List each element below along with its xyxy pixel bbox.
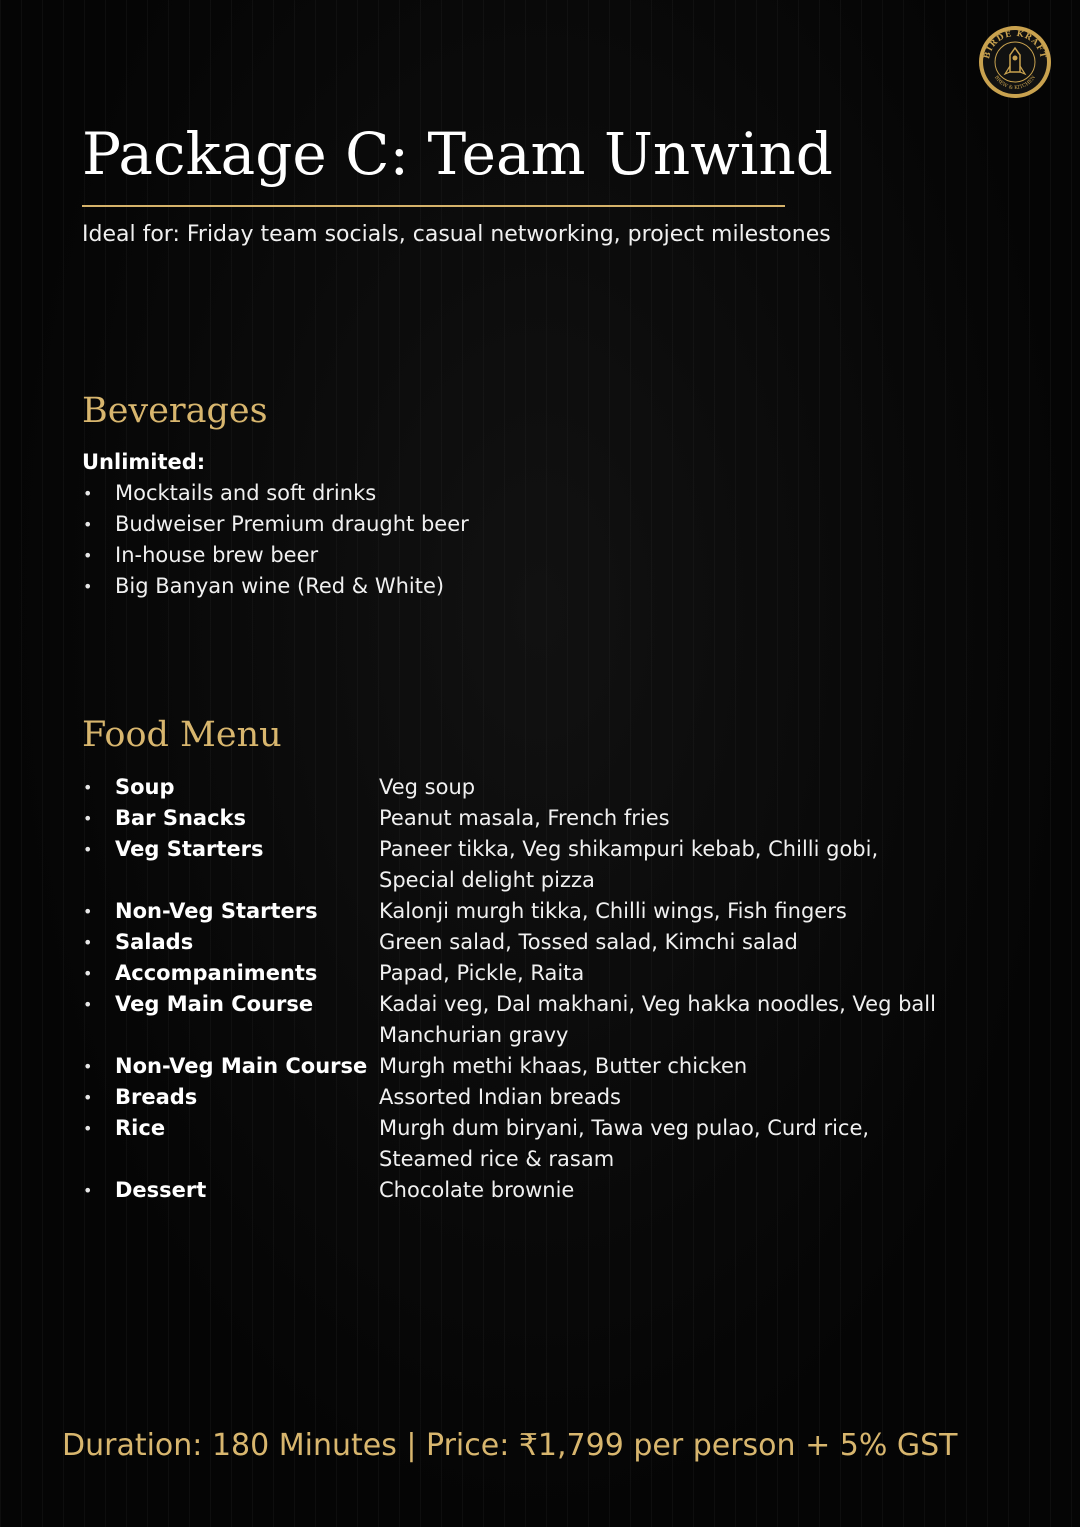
food-items: Peanut masala, French fries	[379, 806, 670, 830]
table-row	[82, 896, 1002, 927]
food-items: Paneer tikka, Veg shikampuri kebab, Chilli gobi, Special delight pizza	[379, 837, 879, 892]
table-row	[82, 1082, 1002, 1113]
bullet-icon: •	[83, 809, 93, 828]
list-item: • In-house brew beer	[82, 540, 469, 571]
food-category: Bar Snacks	[115, 806, 247, 830]
brand-logo	[977, 24, 1053, 100]
bullet-icon: •	[83, 933, 93, 952]
bullet-icon: •	[83, 1057, 93, 1076]
table-row	[82, 927, 1002, 958]
bullet-icon: •	[83, 1181, 93, 1200]
food-category: Veg Main Course	[115, 992, 314, 1016]
food-category: Non-Veg Main Course	[115, 1054, 368, 1078]
bullet-icon: •	[83, 778, 93, 797]
food-items: Papad, Pickle, Raita	[379, 961, 585, 985]
food-category: Dessert	[115, 1178, 207, 1202]
food-items: Veg soup	[379, 775, 476, 799]
bullet-icon: •	[83, 902, 93, 921]
bullet-icon: •	[83, 1088, 93, 1107]
table-row	[82, 1051, 1002, 1082]
bullet-icon: •	[83, 840, 93, 859]
package-subtitle: Ideal for: Friday team socials, casual networking, project milestones	[82, 222, 831, 247]
bullet-icon: •	[83, 1119, 93, 1138]
food-menu-heading: Food Menu	[82, 715, 282, 755]
table-row	[82, 772, 1002, 803]
food-items: Kalonji murgh tikka, Chilli wings, Fish fingers	[379, 899, 847, 923]
table-row	[82, 1113, 1002, 1175]
table-row	[82, 1175, 1002, 1206]
food-items: Chocolate brownie	[379, 1178, 575, 1202]
bullet-icon: •	[83, 964, 93, 983]
food-category: Breads	[115, 1085, 198, 1109]
bullet-icon: •	[83, 995, 93, 1014]
food-items: Murgh dum biryani, Tawa veg pulao, Curd rice, Steamed rice & rasam	[379, 1116, 870, 1171]
title-divider	[82, 205, 785, 207]
list-item: • Big Banyan wine (Red & White)	[82, 571, 469, 602]
logo-name: BIRDE KRAFT	[981, 27, 1049, 60]
bullet-icon: •	[83, 546, 93, 565]
food-menu-table	[82, 772, 1002, 1206]
food-category: Veg Starters	[115, 837, 264, 861]
duration-price-footer: Duration: 180 Minutes | Price: ₹1,799 per person + 5% GST	[62, 1428, 958, 1463]
beverages-heading: Beverages	[82, 391, 268, 431]
food-items: Kadai veg, Dal makhani, Veg hakka noodles, Veg ball Manchurian gravy	[379, 992, 936, 1047]
bullet-icon: •	[83, 484, 93, 503]
list-item: • Budweiser Premium draught beer	[82, 509, 469, 540]
food-items: Assorted Indian breads	[379, 1085, 621, 1109]
beverage-list	[82, 478, 469, 602]
food-items: Murgh methi khaas, Butter chicken	[379, 1054, 748, 1078]
table-row	[82, 989, 1002, 1051]
food-category: Accompaniments	[115, 961, 318, 985]
page-title: Package C: Team Unwind	[82, 120, 833, 188]
food-category: Salads	[115, 930, 194, 954]
list-item: • Mocktails and soft drinks	[82, 478, 469, 509]
food-items: Green salad, Tossed salad, Kimchi salad	[379, 930, 798, 954]
table-row	[82, 958, 1002, 989]
food-category: Non-Veg Starters	[115, 899, 318, 923]
food-category: Rice	[115, 1116, 166, 1140]
logo-tagline: BREW & KITCHEN	[992, 74, 1038, 92]
bullet-icon: •	[83, 515, 93, 534]
food-category: Soup	[115, 775, 175, 799]
bullet-icon: •	[83, 577, 93, 596]
table-row	[82, 803, 1002, 834]
table-row	[82, 834, 1002, 896]
unlimited-label: Unlimited:	[82, 450, 206, 474]
